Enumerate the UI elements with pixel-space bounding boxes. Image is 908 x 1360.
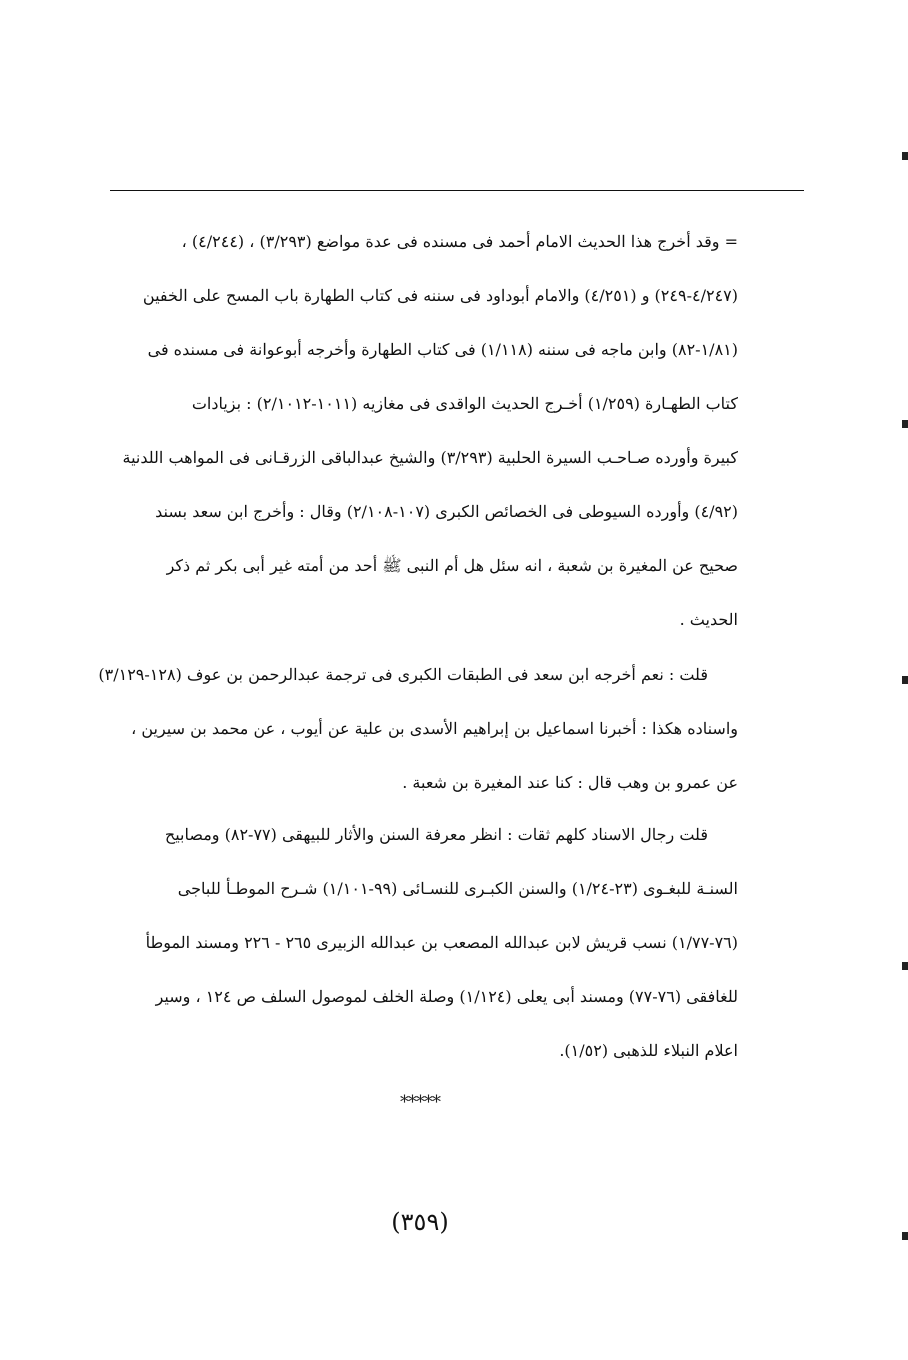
text-line: كتاب الطهـارة (١/٢٥٩) أخـرج الحديث الواقدى فى مغازيه (١٠١١-٢/١٠١٢) : بزيادات bbox=[191, 394, 738, 413]
text-line: واسناده هكذا : أخبرنا اسماعيل بن إبراهيم الأسدى بن علية عن أيوب ، عن محمد بن سيرين ، bbox=[131, 719, 738, 738]
text-line: (٧٦-١/٧٧) نسب قريش لابن عبدالله المصعب بن عبدالله الزبيرى ٢٦٥ - ٢٢٦ ومسند الموطأ bbox=[145, 933, 738, 952]
text-line: (٤/٩٢) وأورده السيوطى فى الخصائص الكبرى (١٠٧-٢/١٠٨) وقال : وأخرج ابن سعد بسند bbox=[155, 502, 738, 521]
text-line: كبيرة وأورده صـاحـب السيرة الحلبية (٣/٢٩٣) والشيخ عبدالباقى الزرقـانى فى المواهب اللدنية bbox=[122, 448, 738, 467]
text-line: السنـة للبغـوى (٢٣-١/٢٤) والسنن الكبـرى للنسـائى (٩٩-١/١٠١) شـرح الموطـأ للباجى bbox=[177, 879, 738, 898]
text-line: الحديث . bbox=[679, 610, 738, 629]
text-line: عن عمرو بن وهب قال : كنا عند المغيرة بن شعبة . bbox=[402, 773, 738, 792]
edge-mark bbox=[902, 152, 908, 160]
section-separator: ***** bbox=[400, 1092, 440, 1113]
edge-mark bbox=[902, 962, 908, 970]
footnote-divider bbox=[110, 190, 804, 191]
edge-mark bbox=[902, 420, 908, 428]
paragraph-ibn-saad bbox=[98, 648, 738, 810]
text-line: قلت : نعم أخرجه ابن سعد فى الطبقات الكبرى فى ترجمة عبدالرحمن بن عوف (١٢٨-٣/١٢٩) bbox=[98, 665, 708, 684]
page-number: (٣٥٩) bbox=[391, 1208, 449, 1236]
edge-mark bbox=[902, 1232, 908, 1240]
text-line: للغافقى (٧٦-٧٧) ومسند أبى يعلى (١/١٢٤) وصلة الخلف لموصول السلف ص ١٢٤ ، وسير bbox=[155, 987, 738, 1006]
text-line: صحيح عن المغيرة بن شعبة ، انه سئل هل أم النبى ﷺ أحد من أمته غير أبى بكر ثم ذكر bbox=[166, 556, 738, 575]
text-line: (٤/٢٤٧-٢٤٩) و (٤/٢٥١) والامام أبوداود فى سننه فى كتاب الطهارة باب المسح على الخفين bbox=[142, 286, 738, 305]
text-line: قلت رجال الاسناد كلهم ثقات : انظر معرفة السنن والأثار للبيهقى (٧٧-٨٢) ومصابيح bbox=[164, 825, 708, 844]
text-line: اعلام النبلاء للذهبى (١/٥٢). bbox=[559, 1041, 738, 1060]
text-line: (١/٨١-٨٢) وابن ماجه فى سننه (١/١١٨) فى كتاب الطهارة وأخرجه أبوعوانة فى مسنده فى bbox=[147, 340, 738, 359]
edge-mark bbox=[902, 676, 908, 684]
paragraph-narrators bbox=[108, 808, 738, 1078]
footnote-block bbox=[108, 215, 738, 647]
text-line: = وقد أخرج هذا الحديث الامام أحمد فى مسنده فى عدة مواضع (٣/٢٩٣) ، (٤/٢٤٤) ، bbox=[181, 232, 738, 251]
